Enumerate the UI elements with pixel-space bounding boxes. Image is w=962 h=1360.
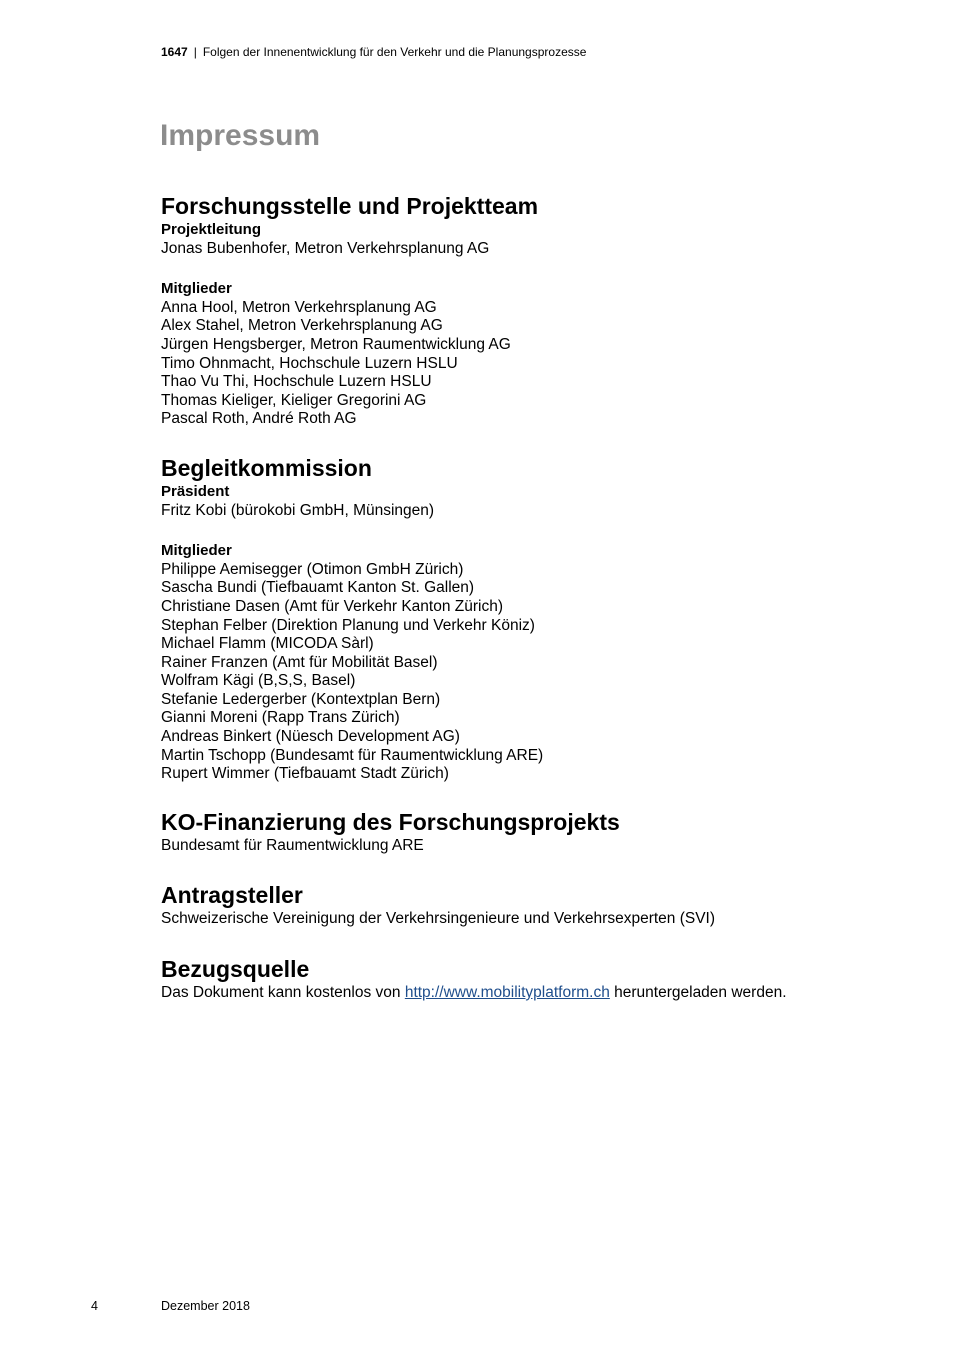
subsection-label: Projektleitung	[161, 221, 262, 238]
list-item: Rainer Franzen (Amt für Mobilität Basel)	[161, 653, 438, 671]
section-text: Schweizerische Vereinigung der Verkehrsingenieure und Verkehrsexperten (SVI)	[161, 910, 716, 928]
section-bezugsquelle	[161, 954, 921, 1003]
list-item: Jonas Bubenhofer, Metron Verkehrsplanung AG	[161, 239, 490, 257]
page-title: Impressum	[160, 119, 321, 152]
mobilityplatform-link[interactable]: http://www.mobilityplatform.ch	[404, 984, 610, 1002]
list-item: Andreas Binkert (Nüesch Development AG)	[161, 728, 460, 746]
page-number: 4	[91, 1299, 98, 1313]
section-antragsteller	[161, 880, 921, 929]
section-heading: Bezugsquelle	[161, 956, 310, 983]
subsection-label: Präsident	[161, 482, 230, 500]
list-item: Fritz Kobi (bürokobi GmbH, Münsingen)	[161, 501, 435, 519]
list-item: Alex Stahel, Metron Verkehrsplanung AG	[161, 317, 443, 335]
text-after-link: heruntergeladen werden.	[609, 984, 787, 1002]
list-item: Philippe Aemisegger (Otimon GmbH Zürich)	[161, 560, 464, 578]
list-item: Wolfram Kägi (B,S,S, Basel)	[161, 672, 356, 690]
list-item: Michael Flamm (MICODA Sàrl)	[161, 635, 374, 653]
report-title: Folgen der Innenentwicklung für den Verkehr und die Planungsprozesse	[202, 45, 587, 59]
section-begleitkommission	[161, 453, 921, 784]
section-heading: KO-Finanzierung des Forschungsprojekts	[161, 808, 620, 835]
person-list	[161, 299, 921, 429]
list-item: Rupert Wimmer (Tiefbauamt Stadt Zürich)	[161, 765, 449, 783]
report-number: 1647	[161, 45, 188, 59]
list-item: Sascha Bundi (Tiefbauamt Kanton St. Gallen)	[161, 579, 475, 597]
subsection-label: Mitglieder	[161, 542, 232, 560]
list-item: Pascal Roth, André Roth AG	[161, 410, 357, 428]
person-list	[161, 502, 921, 521]
list-item: Gianni Moreni (Rapp Trans Zürich)	[161, 709, 400, 727]
list-item: Timo Ohnmacht, Hochschule Luzern HSLU	[161, 354, 458, 372]
section-heading: Begleitkommission	[161, 454, 372, 481]
section-text	[161, 984, 921, 1003]
person-list	[161, 240, 921, 259]
section-finanzierung	[161, 807, 921, 856]
section-heading: Forschungsstelle und Projektteam	[161, 193, 539, 219]
section-text: Bundesamt für Raumentwicklung ARE	[161, 836, 424, 854]
list-item: Christiane Dasen (Amt für Verkehr Kanton Zürich)	[161, 597, 503, 615]
list-item: Thomas Kieliger, Kieliger Gregorini AG	[161, 391, 427, 409]
person-list	[161, 561, 921, 784]
footer-date: Dezember 2018	[161, 1299, 250, 1313]
impressum-content	[161, 191, 921, 1003]
section-heading: Antragsteller	[161, 882, 303, 909]
running-header	[161, 45, 586, 59]
list-item: Stefanie Ledergerber (Kontextplan Bern)	[161, 690, 441, 708]
subsection-label: Mitglieder	[161, 280, 232, 298]
list-item: Jürgen Hengsberger, Metron Raumentwicklung AG	[161, 335, 511, 353]
list-item: Martin Tschopp (Bundesamt für Raumentwicklung ARE)	[161, 746, 544, 764]
section-forschungsstelle	[161, 191, 921, 429]
header-separator: |	[193, 45, 197, 59]
list-item: Anna Hool, Metron Verkehrsplanung AG	[161, 298, 437, 316]
list-item: Thao Vu Thi, Hochschule Luzern HSLU	[161, 373, 432, 391]
list-item: Stephan Felber (Direktion Planung und Verkehr Köniz)	[161, 616, 535, 634]
text-before-link: Das Dokument kann kostenlos von	[161, 984, 405, 1002]
